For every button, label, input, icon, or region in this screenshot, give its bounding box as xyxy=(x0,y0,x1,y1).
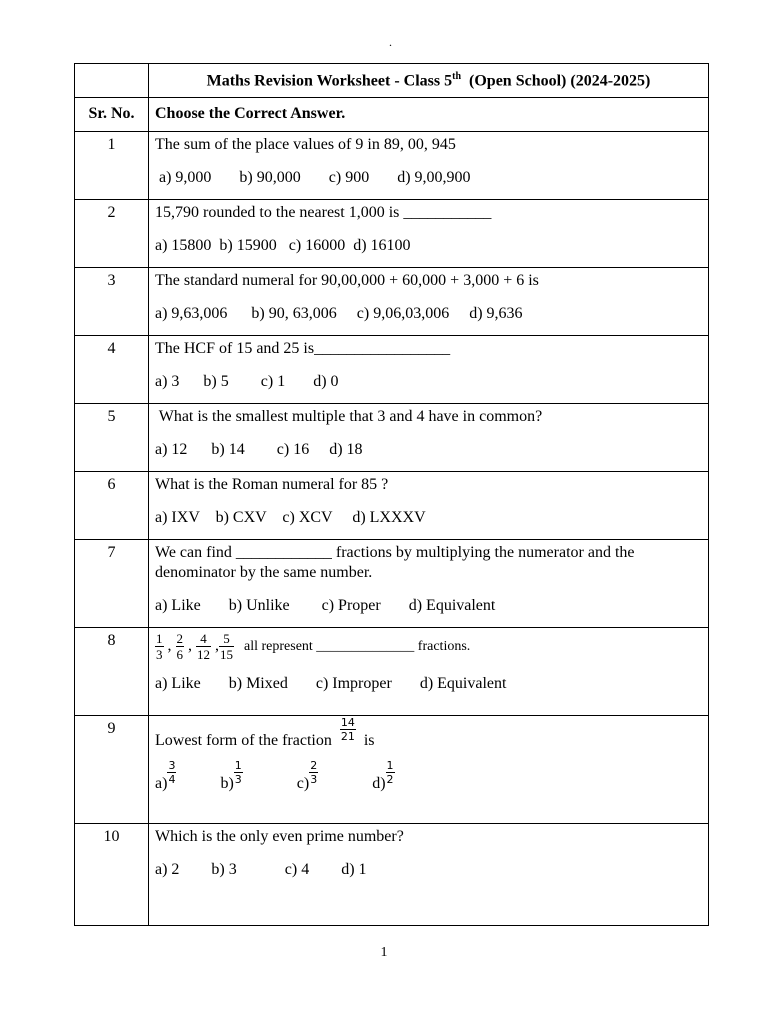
q9-fraction xyxy=(340,716,356,743)
q9-text-after: is xyxy=(363,732,375,750)
q8-fraction-2 xyxy=(176,631,185,662)
q9-option-d-label: d) xyxy=(372,775,386,793)
q9-text xyxy=(155,716,702,751)
title-superscript: th xyxy=(452,71,462,82)
denominator: 21 xyxy=(340,730,355,743)
denominator: 15 xyxy=(220,647,233,662)
separator: , xyxy=(188,637,192,655)
q7-text: We can find ____________ fractions by multiplying the numerator and the denominator by the same number. xyxy=(155,544,635,581)
q9-number: 9 xyxy=(75,716,149,824)
title-suffix: (Open School) (2024-2025) xyxy=(461,72,651,90)
q9-option-d-fraction xyxy=(386,759,395,786)
title-blank-cell xyxy=(75,64,149,98)
question-8 xyxy=(149,628,709,716)
numerator: 2 xyxy=(176,631,183,646)
q9-options xyxy=(155,759,702,794)
q9-option-b-fraction xyxy=(234,759,243,786)
q7-options: a) Like b) Unlike c) Proper d) Equivalent xyxy=(155,597,496,614)
q9-option-b-label: b) xyxy=(220,775,234,793)
q3-options: a) 9,63,006 b) 90, 63,006 c) 9,06,03,006 d) 9,636 xyxy=(155,305,523,322)
question-4 xyxy=(149,336,709,404)
numerator: 14 xyxy=(340,716,355,729)
q2-options: a) 15800 b) 15900 c) 16000 d) 16100 xyxy=(155,237,411,254)
q9-option-a-label: a) xyxy=(155,775,168,793)
q8-fraction-3 xyxy=(196,631,211,662)
q7-number: 7 xyxy=(75,540,149,628)
q4-options: a) 3 b) 5 c) 1 d) 0 xyxy=(155,373,339,390)
q1-options: a) 9,000 b) 90,000 c) 900 d) 9,00,900 xyxy=(155,169,471,186)
denominator: 4 xyxy=(168,773,176,787)
q1-text: The sum of the place values of 9 in 89, 00, 945 xyxy=(155,136,456,153)
denominator: 2 xyxy=(386,773,394,787)
q10-options: a) 2 b) 3 c) 4 d) 1 xyxy=(155,861,367,878)
q1-number: 1 xyxy=(75,132,149,200)
q9-text-before: Lowest form of the fraction xyxy=(155,732,332,750)
q4-text: The HCF of 15 and 25 is_________________ xyxy=(155,340,451,357)
numerator: 5 xyxy=(219,631,234,647)
q8-fraction-4 xyxy=(219,631,234,662)
q4-number: 4 xyxy=(75,336,149,404)
question-10 xyxy=(149,824,709,926)
q2-number: 2 xyxy=(75,200,149,268)
title-text: Maths Revision Worksheet - Class 5 xyxy=(206,72,453,90)
q8-fraction-line xyxy=(155,631,702,662)
denominator: 12 xyxy=(197,647,210,662)
q6-number: 6 xyxy=(75,472,149,540)
q3-text: The standard numeral for 90,00,000 + 60,000 + 3,000 + 6 is xyxy=(155,272,539,289)
q5-text: What is the smallest multiple that 3 and 4 have in common? xyxy=(155,408,543,425)
q8-options: a) Like b) Mixed c) Improper d) Equivalent xyxy=(155,675,507,692)
denominator: 3 xyxy=(310,773,318,787)
numerator: 1 xyxy=(386,759,394,773)
separator: , xyxy=(167,637,172,655)
top-mark: . xyxy=(389,35,392,49)
q10-text: Which is the only even prime number? xyxy=(155,828,404,845)
page-number: 1 xyxy=(380,945,388,960)
denominator: 3 xyxy=(156,647,163,662)
numerator: 4 xyxy=(196,631,211,647)
denominator: 3 xyxy=(234,773,242,787)
q2-text: 15,790 rounded to the nearest 1,000 is ___________ xyxy=(155,204,492,221)
q8-fraction-1 xyxy=(155,631,164,662)
worksheet-table xyxy=(74,63,709,926)
sr-no-header: Sr. No. xyxy=(75,98,149,132)
q6-options: a) IXV b) CXV c) XCV d) LXXXV xyxy=(155,509,426,526)
question-9 xyxy=(149,716,709,824)
q10-number: 10 xyxy=(75,824,149,926)
denominator: 6 xyxy=(176,647,183,662)
question-2 xyxy=(149,200,709,268)
q8-text: all represent ______________ fractions. xyxy=(244,639,471,655)
separator: , xyxy=(215,637,219,655)
question-6 xyxy=(149,472,709,540)
q9-option-a-fraction xyxy=(167,759,176,786)
q6-text: What is the Roman numeral for 85 ? xyxy=(155,476,389,493)
q9-option-c-fraction xyxy=(309,759,318,786)
numerator: 3 xyxy=(168,759,176,773)
q5-options: a) 12 b) 14 c) 16 d) 18 xyxy=(155,441,363,458)
question-5 xyxy=(149,404,709,472)
numerator: 1 xyxy=(156,631,163,646)
question-1 xyxy=(149,132,709,200)
q9-option-c-label: c) xyxy=(296,775,310,793)
question-3 xyxy=(149,268,709,336)
worksheet-title xyxy=(149,64,709,98)
numerator: 2 xyxy=(310,759,318,773)
q8-number: 8 xyxy=(75,628,149,716)
instruction-header: Choose the Correct Answer. xyxy=(149,98,709,132)
q5-number: 5 xyxy=(75,404,149,472)
q3-number: 3 xyxy=(75,268,149,336)
numerator: 1 xyxy=(234,759,242,773)
question-7 xyxy=(149,540,709,628)
